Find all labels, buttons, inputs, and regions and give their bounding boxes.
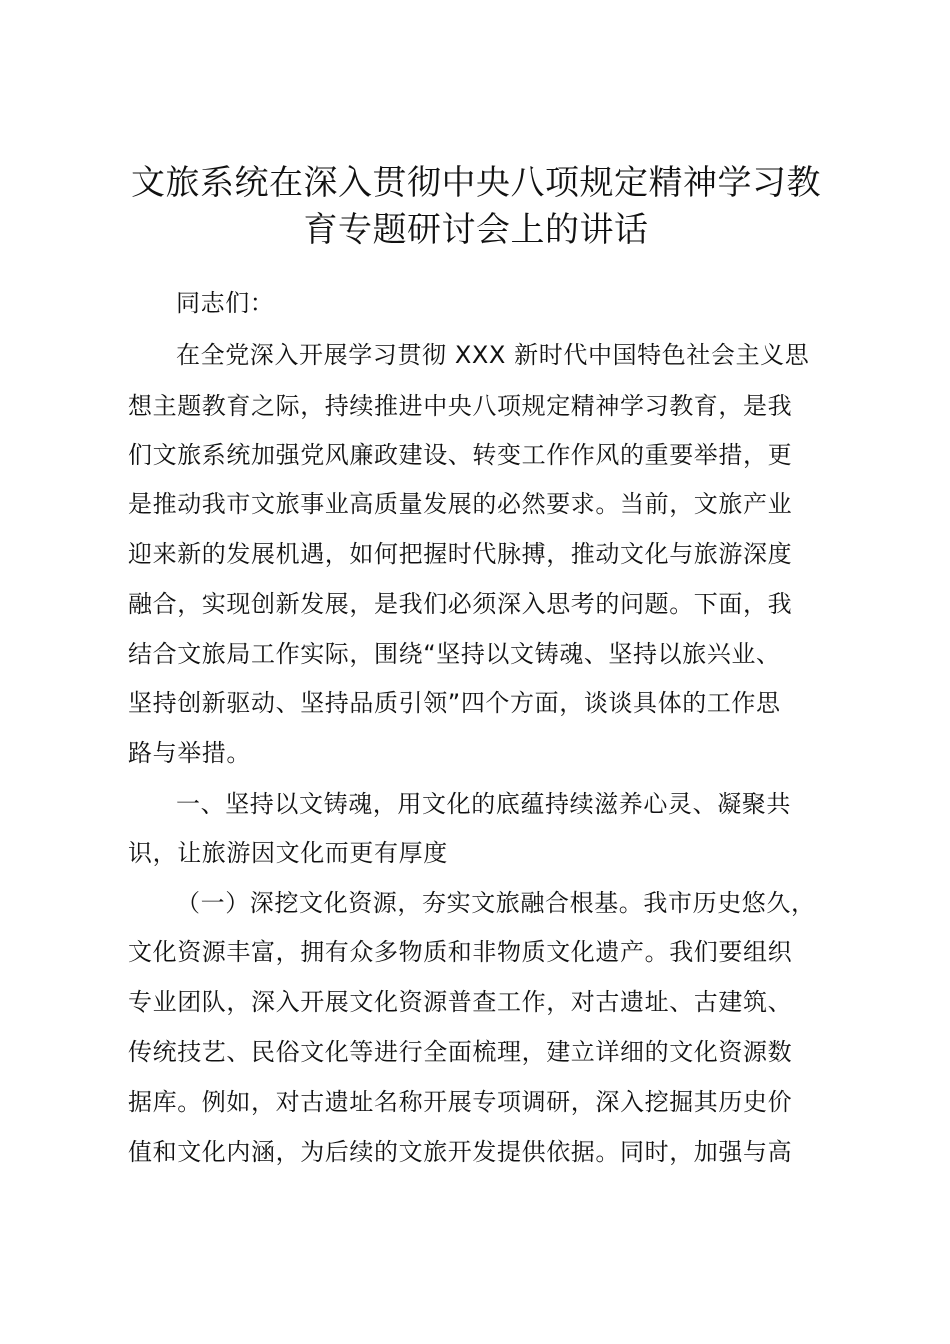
body-line: 结合文旅局工作实际，围绕“坚持以文铸魂、坚持以旅兴业、 <box>128 640 781 668</box>
document-title-line-2: 育专题研讨会上的讲话 <box>303 210 649 250</box>
body-line: （一）深挖文化资源，夯实文旅融合根基。我市历史悠久， <box>176 889 816 917</box>
body-line: 迎来新的发展机遇，如何把握时代脉搏，推动文化与旅游深度 <box>128 540 793 568</box>
document-title-line-1: 文旅系统在深入贯彻中央八项规定精神学习教 <box>131 163 821 203</box>
section-heading-line: 识，让旅游因文化而更有厚度 <box>128 839 448 867</box>
body-line: 路与举措。 <box>128 739 251 767</box>
body-line: 传统技艺、民俗文化等进行全面梳理，建立详细的文化资源数 <box>128 1038 793 1066</box>
body-line: 据库。例如，对古遗址名称开展专项调研，深入挖掘其历史价 <box>128 1088 793 1116</box>
body-line: 想主题教育之际，持续推进中央八项规定精神学习教育，是我 <box>128 392 793 420</box>
body-line: 值和文化内涵，为后续的文旅开发提供依据。同时，加强与高 <box>128 1138 793 1166</box>
body-line: 融合，实现创新发展，是我们必须深入思考的问题。下面，我 <box>128 590 793 618</box>
body-line: 坚持创新驱动、坚持品质引领”四个方面，谈谈具体的工作思 <box>128 689 781 717</box>
section-heading-line: 一、坚持以文铸魂，用文化的底蕴持续滋养心灵、凝聚共 <box>176 790 791 818</box>
body-line: 是推动我市文旅事业高质量发展的必然要求。当前，文旅产业 <box>128 490 793 518</box>
body-line: 专业团队，深入开展文化资源普查工作，对古遗址、古建筑、 <box>128 988 793 1016</box>
salutation: 同志们： <box>176 289 275 317</box>
body-line: 在全党深入开展学习贯彻 XXX 新时代中国特色社会主义思 <box>176 341 810 369</box>
body-line: 文化资源丰富，拥有众多物质和非物质文化遗产。我们要组织 <box>128 938 793 966</box>
body-line: 们文旅系统加强党风廉政建设、转变工作作风的重要举措，更 <box>128 441 793 469</box>
